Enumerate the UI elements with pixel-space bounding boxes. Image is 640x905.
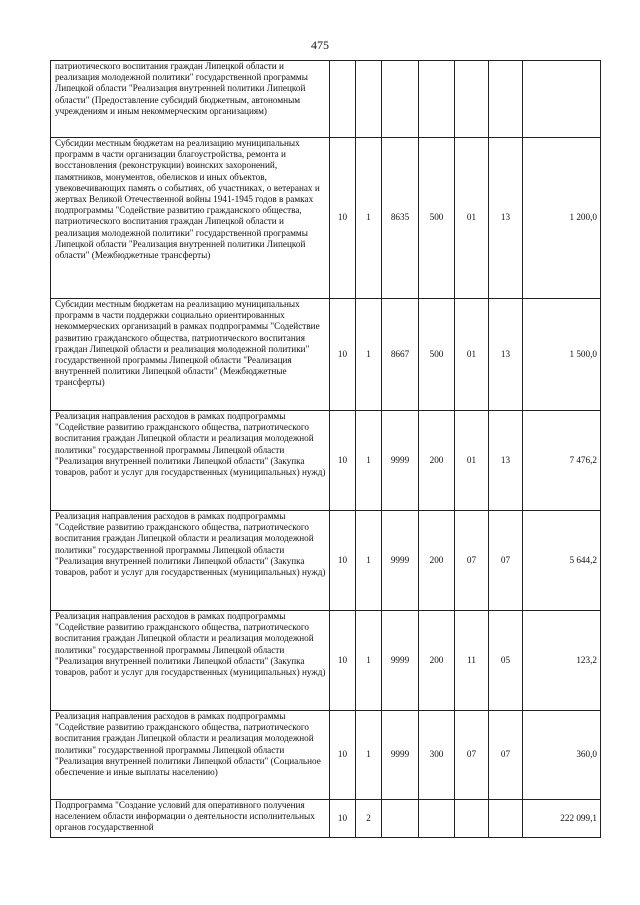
table-row [51, 411, 601, 511]
subprogram-code: 1 [356, 411, 382, 511]
subprogram-code: 1 [356, 611, 382, 711]
program-code: 10 [330, 299, 356, 411]
table-row [51, 611, 601, 711]
expense-direction-code [382, 61, 419, 138]
subsection-code: 13 [489, 411, 523, 511]
row-description: Субсидии местным бюджетам на реализацию муниципальных программ в части поддержки социально ориентированных некоммерческих организаций в рамках подпрограммы "Содействие развитию гражданского общества, патриотического воспитания граждан Липецкой области и реализация молодежной политики" государственной программы Липецкой области "Реализация внутренней политики Липецкой области" (Межбюджетные трансферты) [51, 299, 330, 411]
expense-type-code: 200 [419, 511, 455, 611]
section-code: 01 [455, 299, 489, 411]
expense-type-code [419, 61, 455, 138]
section-code: 07 [455, 511, 489, 611]
subsection-code [489, 800, 523, 838]
subsection-code: 13 [489, 299, 523, 411]
section-code: 01 [455, 411, 489, 511]
program-code: 10 [330, 511, 356, 611]
program-code: 10 [330, 711, 356, 800]
program-code: 10 [330, 138, 356, 299]
section-code [455, 61, 489, 138]
program-code: 10 [330, 411, 356, 511]
table-row [51, 61, 601, 138]
row-description: Подпрограмма "Создание условий для оперативного получения населением области информации о деятельности исполнительных органов государственной [51, 800, 330, 838]
amount: 360,0 [523, 711, 601, 800]
table-row [51, 138, 601, 299]
row-description: Реализация направления расходов в рамках подпрограммы "Содействие развитию гражданского общества, патриотического воспитания граждан Липецкой области и реализация молодежной политики" государственной программы Липецкой области "Реализация внутренней политики Липецкой области" (Закупка товаров, работ и услуг для государственных (муниципальных) нужд) [51, 511, 330, 611]
row-description: Субсидии местным бюджетам на реализацию муниципальных программ в части организации благоустройства, ремонта и восстановления (реконструкции) воинских захоронений, памятников, монументов, обелисков и иных объектов, увековечивающих память о событиях, об участниках, о ветеранах и жертвах Великой Отечественной войны 1941-1945 годов в рамках подпрограммы "Содействие развитию гражданского общества, патриотического воспитания граждан Липецкой области и реализация молодежной политики" государственной программы Липецкой области "Реализация внутренней политики Липецкой области" (Межбюджетные трансферты) [51, 138, 330, 299]
amount: 5 644,2 [523, 511, 601, 611]
program-code: 10 [330, 611, 356, 711]
table-row [51, 800, 601, 838]
subsection-code: 07 [489, 511, 523, 611]
expense-type-code: 200 [419, 611, 455, 711]
amount: 7 476,2 [523, 411, 601, 511]
subsection-code: 05 [489, 611, 523, 711]
table-row [51, 299, 601, 411]
expense-direction-code: 9999 [382, 511, 419, 611]
subprogram-code: 1 [356, 299, 382, 411]
row-description: Реализация направления расходов в рамках подпрограммы "Содействие развитию гражданского общества, патриотического воспитания граждан Липецкой области и реализация молодежной политики" государственной программы Липецкой области "Реализация внутренней политики Липецкой области" (Закупка товаров, работ и услуг для государственных (муниципальных) нужд) [51, 611, 330, 711]
amount: 1 200,0 [523, 138, 601, 299]
subsection-code: 07 [489, 711, 523, 800]
amount: 1 500,0 [523, 299, 601, 411]
subprogram-code: 1 [356, 138, 382, 299]
expense-type-code: 200 [419, 411, 455, 511]
table-row [51, 511, 601, 611]
expense-direction-code: 9999 [382, 711, 419, 800]
row-description: Реализация направления расходов в рамках подпрограммы "Содействие развитию гражданского общества, патриотического воспитания граждан Липецкой области и реализация молодежной политики" государственной программы Липецкой области "Реализация внутренней политики Липецкой области" (Закупка товаров, работ и услуг для государственных (муниципальных) нужд) [51, 411, 330, 511]
expense-direction-code: 9999 [382, 411, 419, 511]
expense-direction-code: 8667 [382, 299, 419, 411]
subprogram-code: 2 [356, 800, 382, 838]
amount [523, 61, 601, 138]
expense-direction-code: 9999 [382, 611, 419, 711]
subsection-code: 13 [489, 138, 523, 299]
budget-table [50, 60, 601, 838]
program-code [330, 61, 356, 138]
section-code [455, 800, 489, 838]
program-code: 10 [330, 800, 356, 838]
section-code: 11 [455, 611, 489, 711]
expense-direction-code: 8635 [382, 138, 419, 299]
table-row [51, 711, 601, 800]
subprogram-code: 1 [356, 711, 382, 800]
expense-type-code: 500 [419, 299, 455, 411]
page-number: 475 [311, 38, 329, 52]
expense-type-code: 300 [419, 711, 455, 800]
section-code: 01 [455, 138, 489, 299]
row-description: патриотического воспитания граждан Липецкой области и реализация молодежной политики" государственной программы Липецкой области "Реализация внутренней политики Липецкой области" (Предоставление субсидий бюджетным, автономным учреждениям и иным некоммерческим организациям) [51, 61, 330, 138]
row-description: Реализация направления расходов в рамках подпрограммы "Содействие развитию гражданского общества, патриотического воспитания граждан Липецкой области и реализация молодежной политики" государственной программы Липецкой области "Реализация внутренней политики Липецкой области" (Социальное обеспечение и иные выплаты населению) [51, 711, 330, 800]
subprogram-code: 1 [356, 511, 382, 611]
amount: 123,2 [523, 611, 601, 711]
subsection-code [489, 61, 523, 138]
amount: 222 099,1 [523, 800, 601, 838]
expense-type-code: 500 [419, 138, 455, 299]
section-code: 07 [455, 711, 489, 800]
expense-type-code [419, 800, 455, 838]
subprogram-code [356, 61, 382, 138]
expense-direction-code [382, 800, 419, 838]
